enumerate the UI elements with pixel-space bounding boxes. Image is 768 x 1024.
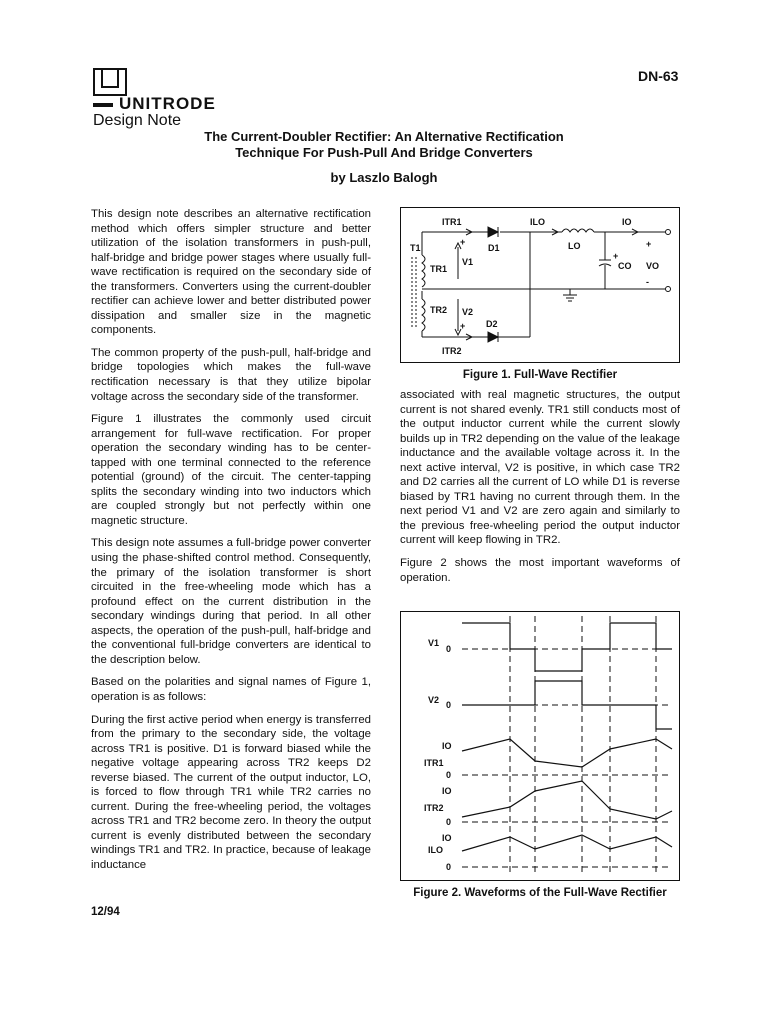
fig2-label-itr2: ITR2 — [424, 803, 444, 813]
fig1-plus: + — [460, 321, 466, 331]
fig1-minus: - — [646, 277, 649, 287]
right-column — [400, 388, 680, 593]
paragraph: associated with real magnetic structures, the output current is not shared evenly. TR1 still conducts most of the output inductor current while the current slowly builds up in TR2 depending on the value of the leakage inductance and the available voltage across it. In the next active interval, V2 is positive, in which case TR2 and D2 carries all the current of LO while D1 is reverse biased by TR1 having no current through them. In the next period V1 and V2 are zero again and similarly to the previous free-wheeling period the output inductor current will keep flowing in TR2. — [400, 389, 680, 547]
fig2-zero: 0 — [446, 817, 452, 827]
paragraph: This design note assumes a full-bridge power converter using the phase-shifted control method. Consequently, the primary of the isolation transformer is short circuited in the free-wheeling mode which has a profound effect on the current distribution in the secondary windings during that period. In all other aspects, the operation of the push-pull, half-bridge and the conventional full-bridge converters are identical to the description below. — [91, 537, 371, 666]
paragraph: Based on the polarities and signal names of Figure 1, operation is as follows: — [91, 676, 371, 703]
fig2-label-ilo: ILO — [428, 845, 443, 855]
doc-type: Design Note — [93, 112, 182, 129]
fig1-plus: + — [460, 237, 466, 247]
page-title — [150, 129, 618, 161]
fig2-io: IO — [442, 741, 452, 751]
paragraph: Figure 2 shows the most important waveforms of operation. — [400, 557, 680, 584]
fig2-label-v2: V2 — [428, 695, 440, 705]
fig1-label-vo: VO — [646, 261, 660, 271]
brand-bar-icon — [93, 103, 113, 107]
fig1-label-ilo: ILO — [530, 217, 545, 227]
brand-text: UNITRODE — [119, 94, 216, 113]
fig1-label-tr1: TR1 — [430, 264, 448, 274]
fig2-zero: 0 — [446, 700, 452, 710]
doc-number: DN-63 — [638, 68, 679, 84]
fig1-label-v1: V1 — [462, 257, 474, 267]
fig1-label-io: IO — [622, 217, 632, 227]
title-line-1: The Current-Doubler Rectifier: An Alternative Rectification — [204, 129, 564, 144]
figure-1-caption: Figure 1. Full-Wave Rectifier — [462, 369, 618, 381]
title-line-2: Technique For Push-Pull And Bridge Converters — [235, 145, 533, 160]
fig2-io: IO — [442, 786, 452, 796]
left-column — [91, 207, 371, 881]
fig1-label-d2: D2 — [486, 319, 498, 329]
paragraph: Figure 1 illustrates the commonly used circuit arrangement for full-wave rectification. For proper operation the secondary winding has to be center-tapped with one terminal connected to the reference potential (ground) of the circuit. The center-tapping splits the secondary winding into two inductors which are coupled strongly but not perfectly within one magnetic structure. — [91, 413, 371, 527]
paragraph: The common property of the push-pull, half-bridge and bridge topologies which makes the full-wave rectification necessary is that they utilize bipolar voltage across the secondary side of the transformer. — [91, 346, 371, 403]
brand-name — [93, 94, 216, 114]
fig1-label-itr2: ITR2 — [442, 346, 462, 356]
fig1-label-co: CO — [618, 261, 632, 271]
fig2-io: IO — [442, 833, 452, 843]
footer-date: 12/94 — [91, 906, 120, 918]
fig1-label-v2: V2 — [462, 307, 474, 317]
fig1-label-tr2: TR2 — [430, 305, 448, 315]
paragraph: This design note describes an alternative rectification method which offers simpler structure and better utilization of the isolation transformers in push-pull, half-bridge and bridge power stages where usually full-wave rectification is required on the secondary side of the transformers. Converters using the current-doubler rectifier can achieve lower and better distributed power dissipation and smaller size in the magnetic components. — [91, 208, 371, 337]
fig2-zero: 0 — [446, 644, 452, 654]
fig1-label-d1: D1 — [488, 243, 500, 253]
author: by Laszlo Balogh — [330, 170, 438, 185]
fig1-label-t1: T1 — [410, 243, 421, 253]
fig1-label-lo: LO — [568, 241, 581, 251]
fig2-label-v1: V1 — [428, 638, 440, 648]
fig1-label-itr1: ITR1 — [442, 217, 462, 227]
fig1-plus: + — [646, 239, 652, 249]
paragraph: During the first active period when energy is transferred from the primary to the secondary side, the voltage across TR1 is positive. D1 is forward biased while the negative voltage appearing across TR2 keeps D2 reverse biased. The current of the output inductor, LO, is forced to flow through TR1 while TR2 carries no current. During the free-wheeling period, the voltages across TR1 and TR2 become zero. In theory the output current is evenly distributed between the secondary windings TR1 and TR2. In practice, because of leakage inductance — [91, 713, 371, 871]
fig2-zero: 0 — [446, 770, 452, 780]
fig2-label-itr1: ITR1 — [424, 758, 444, 768]
fig2-zero: 0 — [446, 862, 452, 872]
fig1-plus: + — [613, 251, 619, 261]
figure-2-waveforms — [400, 611, 680, 881]
figure-2-caption: Figure 2. Waveforms of the Full-Wave Rectifier — [413, 887, 667, 899]
figure-1-circuit — [400, 207, 680, 363]
